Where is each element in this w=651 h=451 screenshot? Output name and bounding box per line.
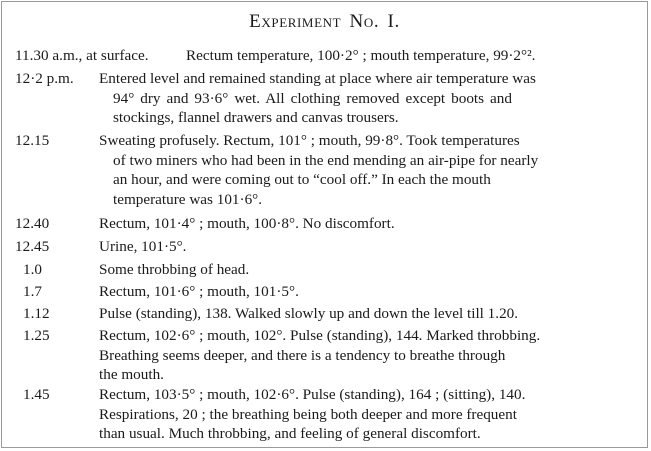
entry-line: Rectum, 102·6° ; mouth, 102°. Pulse (standing), 144. Marked throbbing. — [99, 327, 541, 344]
entry-time: 1.25 — [23, 327, 50, 344]
entry-time: 1.0 — [23, 261, 42, 278]
entry-line: of two miners who had been in the end mending an air-pipe for nearly — [113, 151, 539, 169]
entry-line: Rectum temperature, 100·2° ; mouth temperature, 99·2°². — [186, 47, 536, 64]
entry-line: stockings, flannel drawers and canvas trousers. — [113, 109, 399, 126]
entry-time: 11.30 a.m., at surface. — [15, 47, 149, 64]
entry-line: Rectum, 103·5° ; mouth, 102·6°. Pulse (standing), 164 ; (sitting), 140. — [99, 386, 526, 403]
entry-line: than usual. Much throbbing, and feeling of general discomfort. — [99, 425, 481, 442]
entry-line: Breathing seems deeper, and there is a tendency to breathe through — [99, 346, 506, 364]
entry-time: 12.40 — [15, 215, 50, 232]
entry-time: 12.15 — [15, 132, 50, 149]
entry-line: 94° dry and 93·6° wet. All clothing removed except boots and — [113, 89, 512, 107]
entry-line: Urine, 101·5°. — [99, 238, 187, 255]
entry-line: an hour, and were coming out to “cool off.” In each the mouth — [113, 171, 491, 188]
entry-time: 1.12 — [23, 305, 50, 322]
entry-line: temperature was 101·6°. — [113, 190, 263, 208]
entry-time: 12·2 p.m. — [15, 70, 74, 87]
entry-line: Some throbbing of head. — [99, 261, 250, 278]
entry-line: Rectum, 101·6° ; mouth, 101·5°. — [99, 283, 299, 300]
entry-line: Pulse (standing), 138. Walked slowly up and down the level till 1.20. — [99, 305, 519, 322]
document-page — [1, 1, 648, 448]
entry-line: Rectum, 101·4° ; mouth, 100·8°. No discomfort. — [99, 215, 395, 232]
entry-time: 1.45 — [23, 386, 50, 403]
experiment-title: Experiment No. I. — [249, 11, 400, 32]
entry-line: Sweating profusely. Rectum, 101° ; mouth, 99·8°. Took temperatures — [99, 132, 520, 149]
entry-time: 12.45 — [15, 238, 50, 255]
entry-line: the mouth. — [99, 366, 164, 383]
entry-line: Entered level and remained standing at place where air temperature was — [99, 70, 536, 87]
entry-time: 1.7 — [23, 283, 42, 300]
entry-line: Respirations, 20 ; the breathing being both deeper and more frequent — [99, 405, 517, 423]
